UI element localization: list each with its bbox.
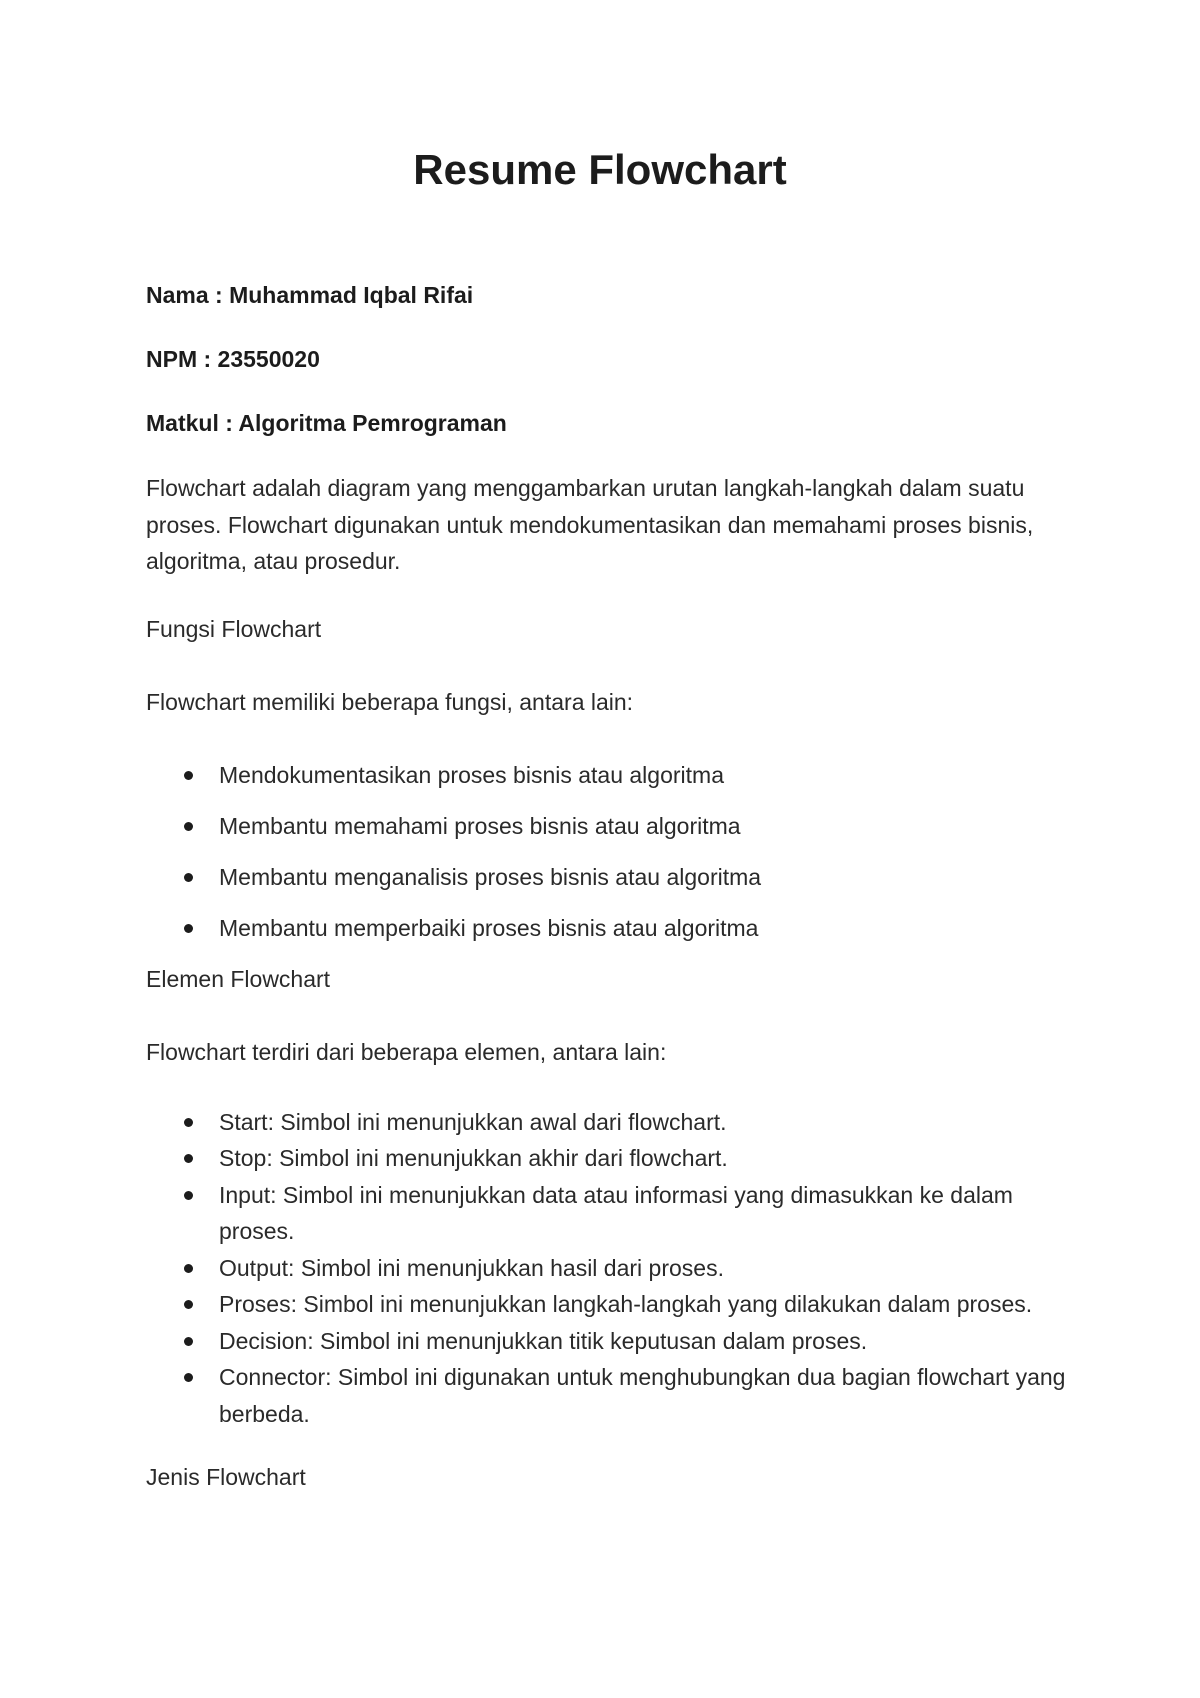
list-item [146, 1323, 1066, 1360]
student-npm: NPM : 23550020 [146, 346, 320, 372]
bullet-icon [184, 1191, 193, 1200]
intro-paragraph: Flowchart adalah diagram yang menggambarkan urutan langkah-langkah dalam suatu proses. Flowchart digunakan untuk mendokumentasikan dan memahami proses bisnis, algoritma, atau prosedur. [146, 475, 1034, 574]
list-item-text: Proses: Simbol ini menunjukkan langkah-langkah yang dilakukan dalam proses. [219, 1291, 1033, 1317]
list-item [146, 913, 1066, 943]
document-content [146, 140, 1066, 1492]
list-item [146, 811, 1066, 841]
bullet-icon [184, 1264, 193, 1273]
course-name: Matkul : Algoritma Pemrograman [146, 410, 507, 436]
section-heading-elemen: Elemen Flowchart [146, 965, 331, 992]
list-item [146, 1250, 1066, 1287]
list-item-text: Mendokumentasikan proses bisnis atau algoritma [219, 761, 724, 788]
document-title: Resume Flowchart [413, 146, 787, 193]
list-item [146, 760, 1066, 790]
list-item-text: Connector: Simbol ini digunakan untuk menghubungkan dua bagian flowchart yang berbeda. [219, 1364, 1066, 1427]
bullet-icon [184, 924, 193, 933]
list-item-text: Decision: Simbol ini menunjukkan titik keputusan dalam proses. [219, 1327, 868, 1354]
list-item-text: Stop: Simbol ini menunjukkan akhir dari flowchart. [219, 1145, 728, 1171]
list-item [146, 1286, 1066, 1323]
list-item [146, 1104, 1066, 1141]
bullet-icon [184, 822, 193, 831]
list-item-text: Input: Simbol ini menunjukkan data atau informasi yang dimasukkan ke dalam proses. [219, 1181, 1013, 1244]
list-item-text: Start: Simbol ini menunjukkan awal dari flowchart. [219, 1108, 727, 1135]
list-item-text: Membantu memahami proses bisnis atau algoritma [219, 812, 741, 839]
bullet-icon [184, 873, 193, 882]
bullet-icon [184, 771, 193, 780]
fungsi-intro: Flowchart memiliki beberapa fungsi, antara lain: [146, 688, 634, 715]
list-item [146, 1359, 1066, 1432]
list-item-text: Membantu menganalisis proses bisnis atau algoritma [219, 863, 762, 890]
elemen-list [146, 1104, 1066, 1433]
bullet-icon [184, 1300, 193, 1309]
bullet-icon [184, 1118, 193, 1127]
section-heading-jenis: Jenis Flowchart [146, 1464, 306, 1490]
list-item-text: Output: Simbol ini menunjukkan hasil dari proses. [219, 1254, 724, 1281]
list-item [146, 862, 1066, 892]
list-item [146, 1140, 1066, 1177]
fungsi-list [146, 760, 1066, 943]
list-item-text: Membantu memperbaiki proses bisnis atau algoritma [219, 914, 759, 941]
list-item [146, 1177, 1066, 1250]
elemen-intro: Flowchart terdiri dari beberapa elemen, antara lain: [146, 1038, 667, 1065]
bullet-icon [184, 1373, 193, 1382]
section-heading-fungsi: Fungsi Flowchart [146, 615, 322, 642]
student-name: Nama : Muhammad Iqbal Rifai [146, 282, 474, 308]
bullet-icon [184, 1337, 193, 1346]
bullet-icon [184, 1154, 193, 1163]
